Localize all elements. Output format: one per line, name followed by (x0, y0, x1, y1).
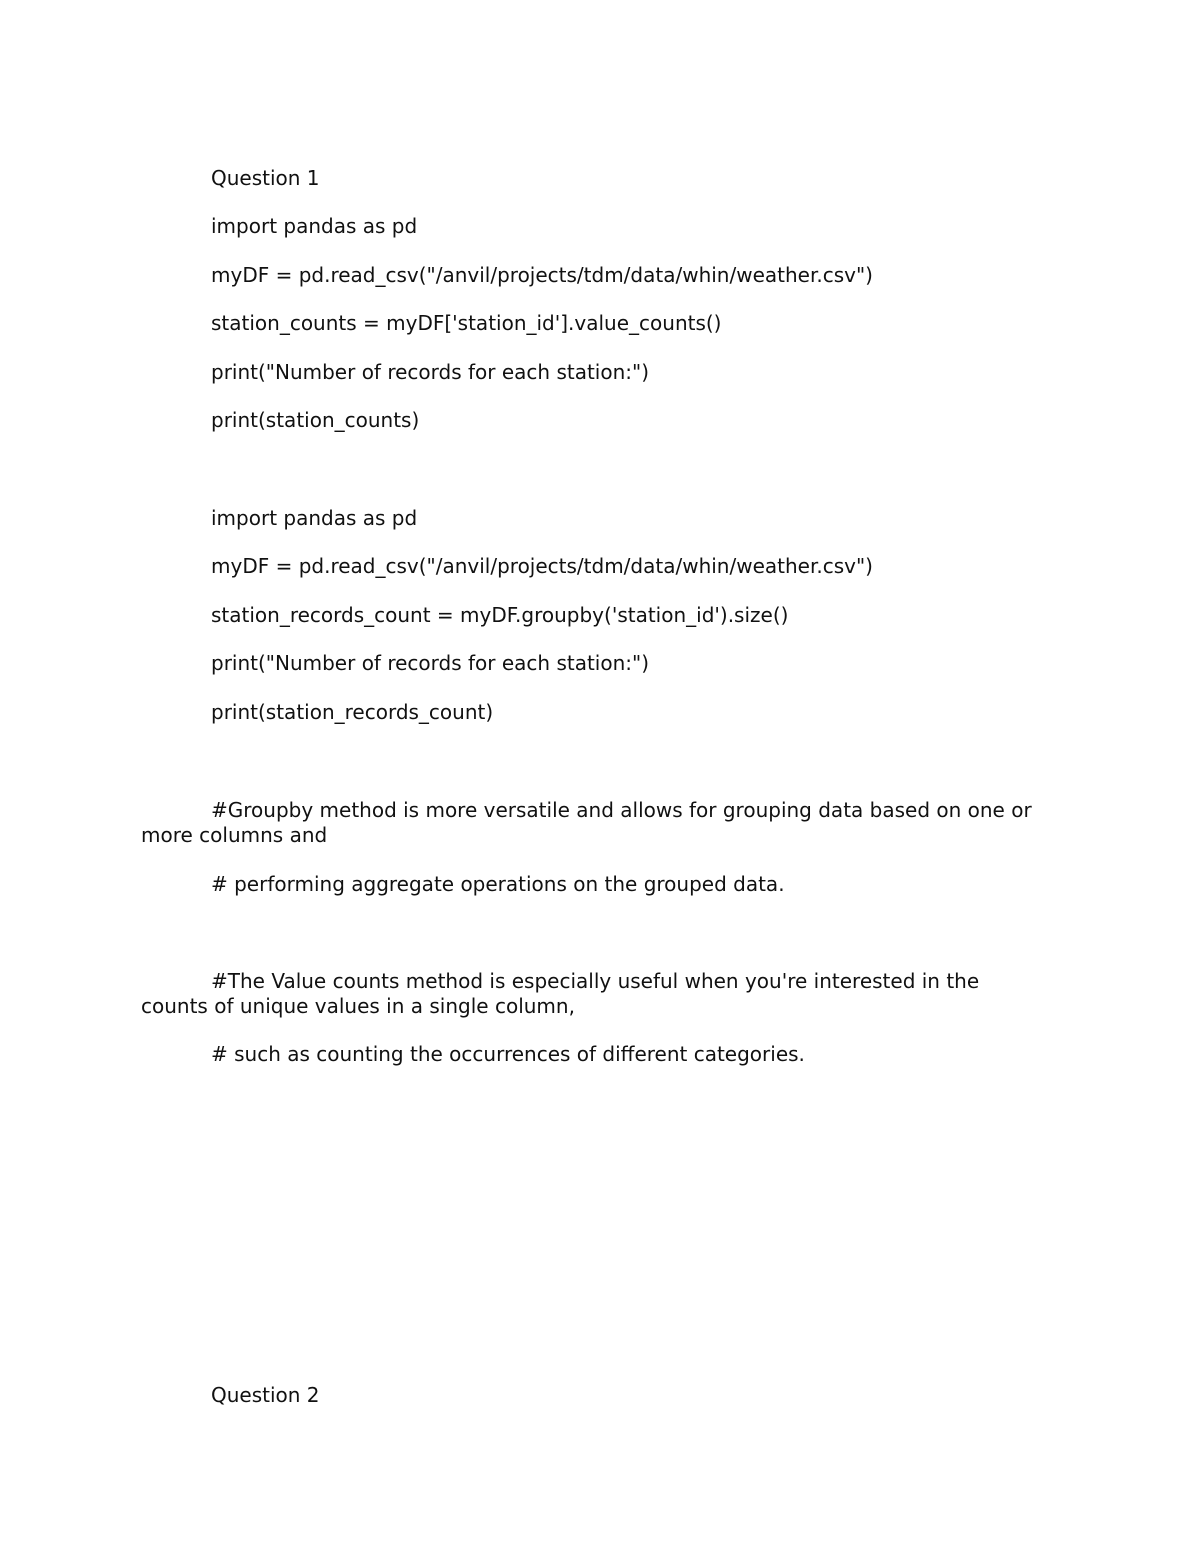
code-line: import pandas as pd (211, 214, 418, 238)
code-line: myDF = pd.read_csv("/anvil/projects/tdm/data/whin/weather.csv") (211, 263, 873, 287)
code-line: print("Number of records for each station:") (211, 651, 650, 675)
comment-paragraph: #Groupby method is more versatile and allows for grouping data based on one or more columns and (141, 798, 1032, 847)
comment-paragraph: #The Value counts method is especially useful when you're interested in the counts of unique values in a single column, (141, 969, 980, 1018)
code-line: import pandas as pd (211, 506, 418, 530)
code-line: myDF = pd.read_csv("/anvil/projects/tdm/data/whin/weather.csv") (211, 554, 873, 578)
code-line: station_records_count = myDF.groupby('station_id').size() (211, 603, 789, 627)
question-2-heading: Question 2 (211, 1383, 320, 1407)
comment-line: # performing aggregate operations on the grouped data. (211, 872, 785, 896)
code-line: print(station_counts) (211, 408, 420, 432)
question-1-heading: Question 1 (211, 166, 320, 190)
code-line: print("Number of records for each station:") (211, 360, 650, 384)
comment-line: # such as counting the occurrences of different categories. (211, 1042, 805, 1066)
code-line: print(station_records_count) (211, 700, 494, 724)
code-line: station_counts = myDF['station_id'].value_counts() (211, 311, 722, 335)
